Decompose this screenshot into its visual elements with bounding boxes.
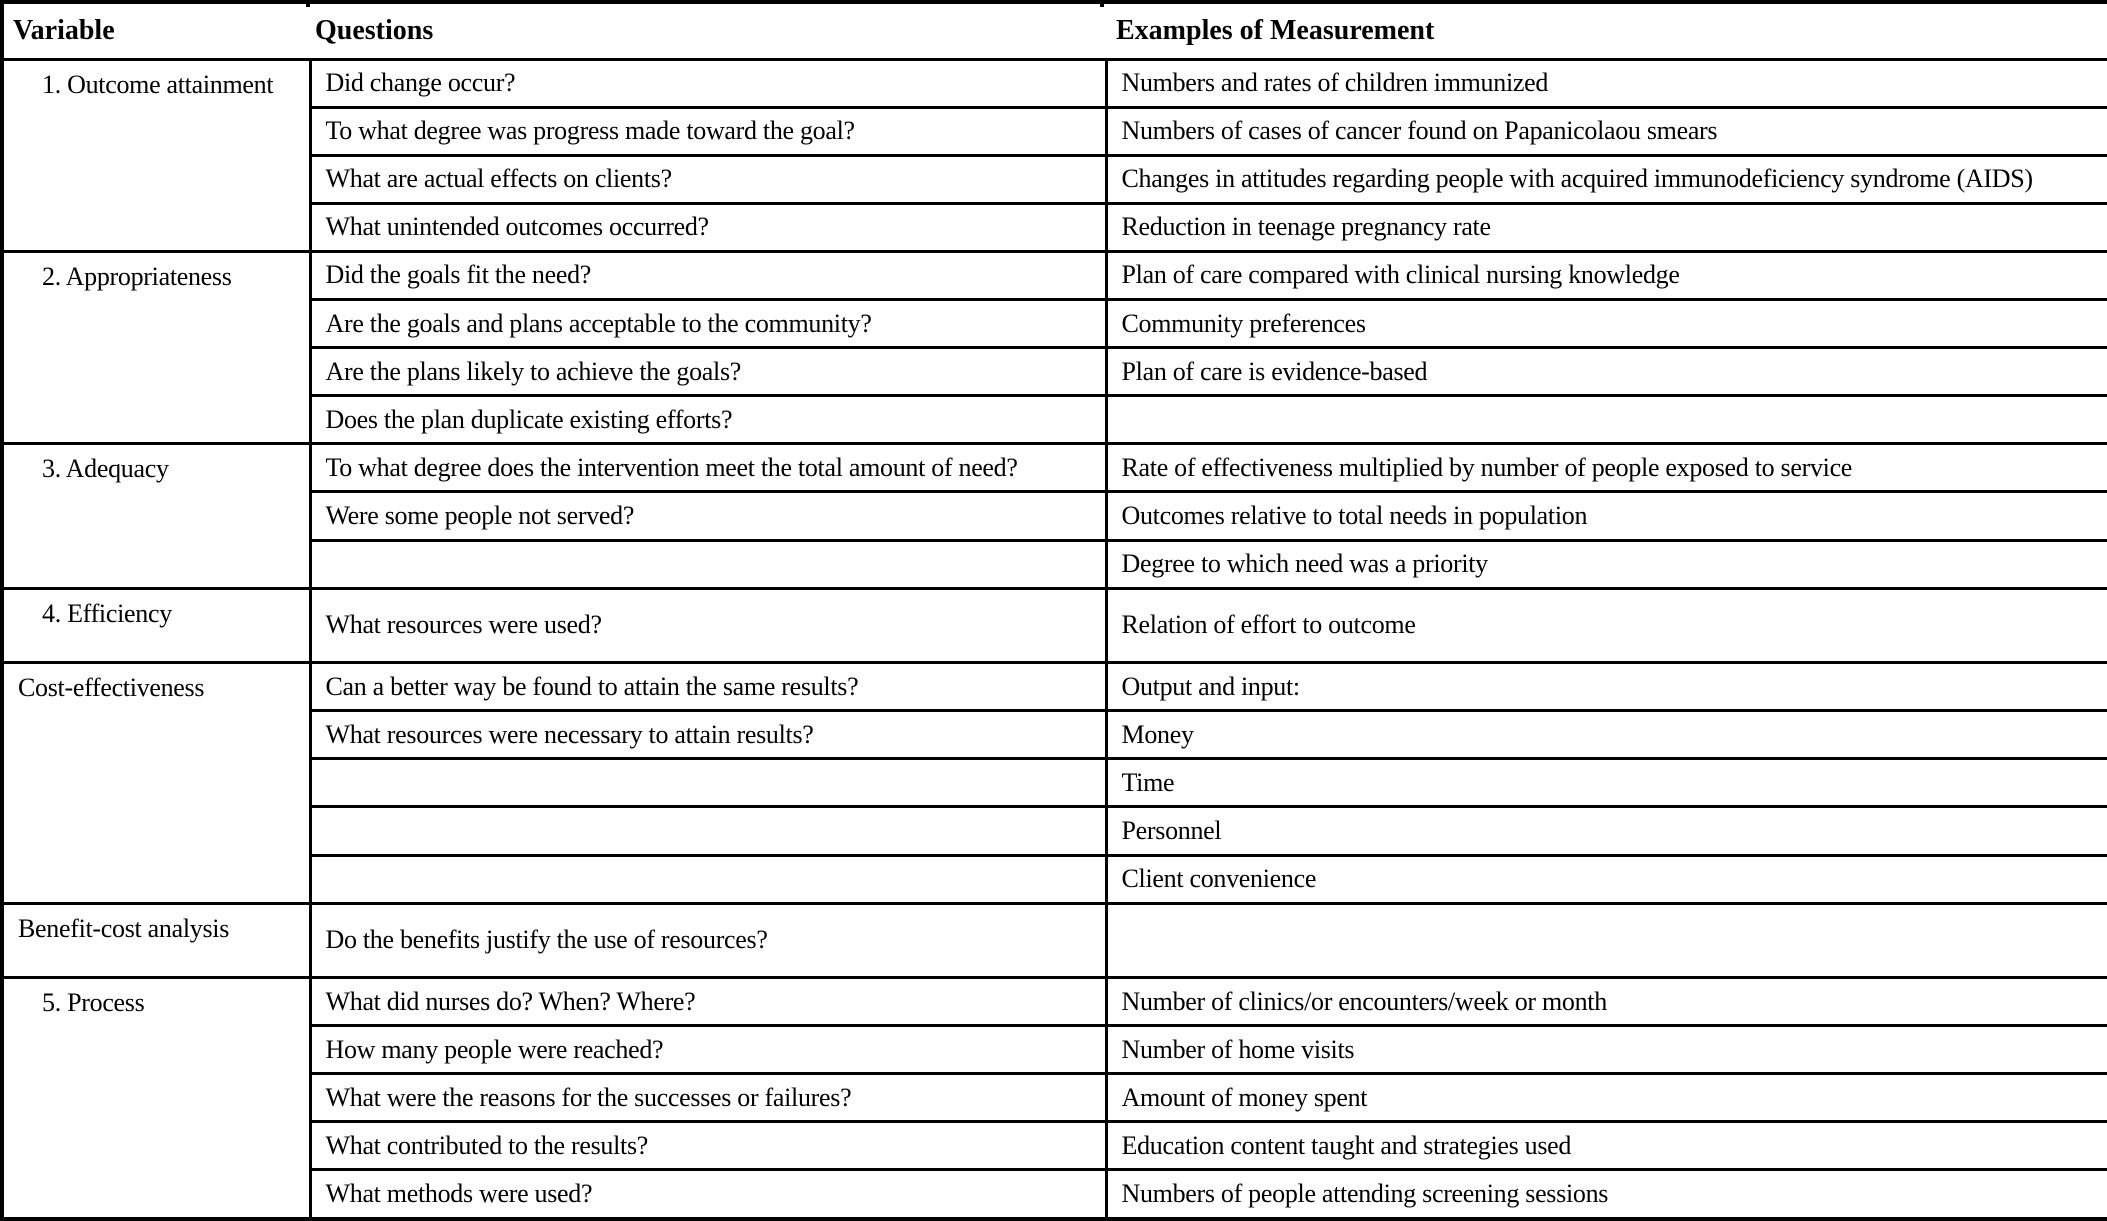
table-row xyxy=(2,492,2107,540)
variable-cell xyxy=(2,444,310,588)
question-cell: What are actual effects on clients? xyxy=(310,155,1106,203)
example-cell: Community preferences xyxy=(1106,300,2107,348)
table-row xyxy=(2,155,2107,203)
variable-label: 1. Outcome attainment xyxy=(42,69,274,99)
example-cell: Plan of care is evidence-based xyxy=(1106,348,2107,396)
question-cell xyxy=(310,540,1106,588)
table-row xyxy=(2,977,2107,1025)
table-row xyxy=(2,444,2107,492)
table-row xyxy=(2,540,2107,588)
question-cell xyxy=(310,855,1106,903)
table-row xyxy=(2,1074,2107,1122)
example-cell: Outcomes relative to total needs in population xyxy=(1106,492,2107,540)
table-row xyxy=(2,1026,2107,1074)
header-row xyxy=(2,2,2107,59)
scan-artifact-tick xyxy=(1100,0,1104,7)
variable-cell xyxy=(2,251,310,443)
table-row xyxy=(2,588,2107,662)
table-header xyxy=(2,2,2107,59)
table-row xyxy=(2,203,2107,251)
example-cell: Degree to which need was a priority xyxy=(1106,540,2107,588)
question-cell: Does the plan duplicate existing efforts? xyxy=(310,396,1106,444)
example-cell xyxy=(1106,903,2107,977)
variable-label: Benefit-cost analysis xyxy=(18,913,230,943)
example-cell: Money xyxy=(1106,711,2107,759)
question-cell: What methods were used? xyxy=(310,1170,1106,1219)
variable-label: 2. Appropriateness xyxy=(42,261,232,291)
example-cell: Number of clinics/or encounters/week or month xyxy=(1106,977,2107,1025)
example-cell: Numbers and rates of children immunized xyxy=(1106,59,2107,107)
question-cell: To what degree does the intervention meet the total amount of need? xyxy=(310,444,1106,492)
question-cell: What unintended outcomes occurred? xyxy=(310,203,1106,251)
table-row xyxy=(2,107,2107,155)
example-cell: Rate of effectiveness multiplied by number of people exposed to service xyxy=(1106,444,2107,492)
table-row xyxy=(2,807,2107,855)
question-cell xyxy=(310,759,1106,807)
table-row xyxy=(2,855,2107,903)
table-row xyxy=(2,663,2107,711)
variable-label: 4. Efficiency xyxy=(42,598,172,628)
variable-cell xyxy=(2,903,310,977)
question-cell: What resources were necessary to attain results? xyxy=(310,711,1106,759)
variable-cell xyxy=(2,588,310,662)
example-cell: Numbers of cases of cancer found on Papanicolaou smears xyxy=(1106,107,2107,155)
table-row xyxy=(2,251,2107,299)
column-header-examples: Examples of Measurement xyxy=(1106,2,2107,59)
question-cell: How many people were reached? xyxy=(310,1026,1106,1074)
question-cell: What resources were used? xyxy=(310,588,1106,662)
example-cell: Client convenience xyxy=(1106,855,2107,903)
scan-artifact-tick xyxy=(306,0,310,7)
example-cell: Changes in attitudes regarding people with acquired immunodeficiency syndrome (AIDS) xyxy=(1106,155,2107,203)
question-cell: Were some people not served? xyxy=(310,492,1106,540)
column-header-questions: Questions xyxy=(310,2,1106,59)
variable-cell xyxy=(2,59,310,251)
column-header-variable: Variable xyxy=(2,2,310,59)
variable-label: 5. Process xyxy=(42,987,145,1017)
example-cell: Time xyxy=(1106,759,2107,807)
table-row xyxy=(2,348,2107,396)
table-row xyxy=(2,1170,2107,1219)
question-cell: Can a better way be found to attain the same results? xyxy=(310,663,1106,711)
example-cell: Plan of care compared with clinical nursing knowledge xyxy=(1106,251,2107,299)
table-row xyxy=(2,711,2107,759)
example-cell: Number of home visits xyxy=(1106,1026,2107,1074)
table-row xyxy=(2,396,2107,444)
table-row xyxy=(2,903,2107,977)
example-cell: Personnel xyxy=(1106,807,2107,855)
question-cell: Did the goals fit the need? xyxy=(310,251,1106,299)
question-cell: What contributed to the results? xyxy=(310,1122,1106,1170)
question-cell: Did change occur? xyxy=(310,59,1106,107)
example-cell xyxy=(1106,396,2107,444)
question-cell: Do the benefits justify the use of resources? xyxy=(310,903,1106,977)
question-cell xyxy=(310,807,1106,855)
question-cell: What did nurses do? When? Where? xyxy=(310,977,1106,1025)
example-cell: Reduction in teenage pregnancy rate xyxy=(1106,203,2107,251)
table-body xyxy=(2,59,2107,1219)
table-row xyxy=(2,759,2107,807)
example-cell: Output and input: xyxy=(1106,663,2107,711)
example-cell: Amount of money spent xyxy=(1106,1074,2107,1122)
variable-cell xyxy=(2,977,310,1219)
question-cell: To what degree was progress made toward the goal? xyxy=(310,107,1106,155)
table-row xyxy=(2,59,2107,107)
table-row xyxy=(2,300,2107,348)
example-cell: Numbers of people attending screening sessions xyxy=(1106,1170,2107,1219)
example-cell: Relation of effort to outcome xyxy=(1106,588,2107,662)
question-cell: Are the plans likely to achieve the goals? xyxy=(310,348,1106,396)
variable-label: Cost-effectiveness xyxy=(18,673,205,703)
variable-cell xyxy=(2,663,310,904)
table-row xyxy=(2,1122,2107,1170)
example-cell: Education content taught and strategies used xyxy=(1106,1122,2107,1170)
question-cell: What were the reasons for the successes or failures? xyxy=(310,1074,1106,1122)
variable-label: 3. Adequacy xyxy=(42,454,169,484)
question-cell: Are the goals and plans acceptable to the community? xyxy=(310,300,1106,348)
